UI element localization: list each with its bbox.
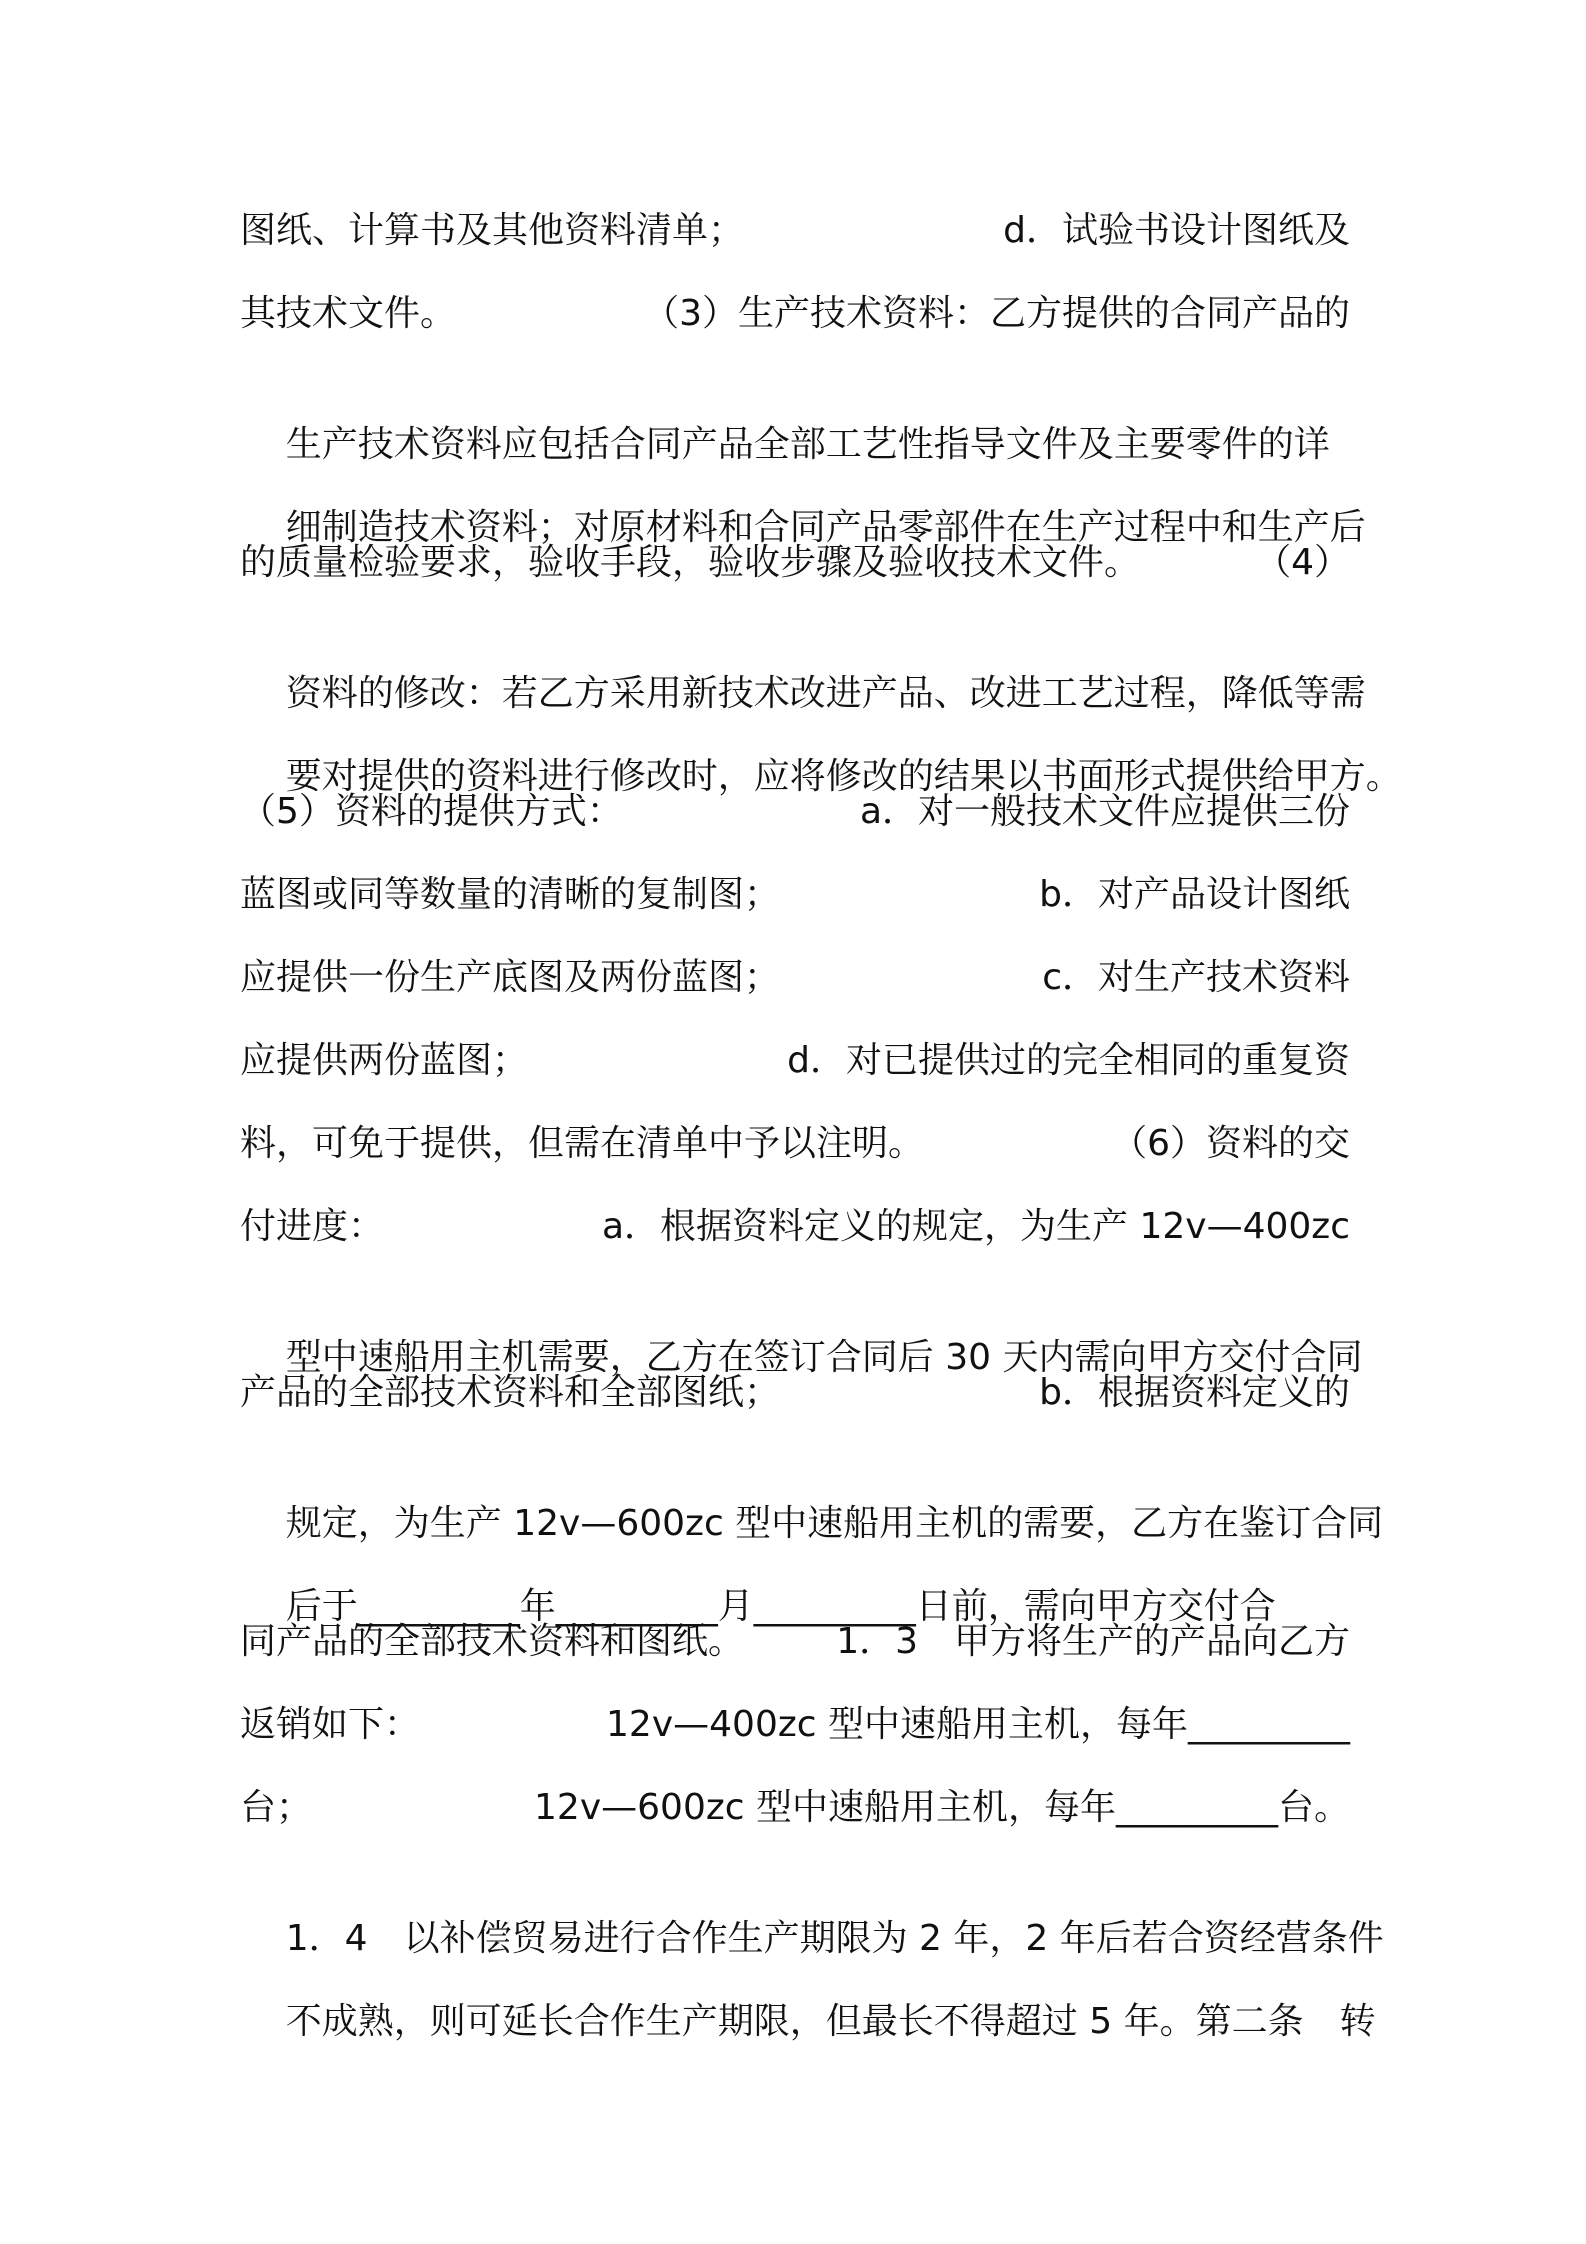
text-line — [240, 207, 1350, 255]
line-text-right: d．试验书设计图纸及 — [1003, 210, 1350, 251]
line-text-left: 料，可免于提供，但需在清单中予以注明。 — [240, 1123, 925, 1164]
line-text-right: d．对已提供过的完全相同的重复资 — [787, 1040, 1350, 1081]
line-text: 不成熟，则可延长合作生产期限，但最长不得超过 5 年。第二条 转 — [285, 2001, 1376, 2042]
line-text-right: c．对生产技术资料 — [1042, 957, 1350, 998]
line-text-left: 返销如下： — [240, 1704, 421, 1745]
text-line — [240, 1369, 1350, 1417]
line-text-right: 12v—400zc 型中速船用主机，每年_________ — [606, 1704, 1350, 1745]
line-text: 规定，为生产 12v—600zc 型中速船用主机的需要，乙方在鉴订合同 — [285, 1503, 1384, 1544]
line-text-right: 1．3 甲方将生产的产品向乙方 — [836, 1621, 1350, 1662]
line-text: 型中速船用主机需要，乙方在签订合同后 30 天内需向甲方交付合同 — [285, 1337, 1363, 1378]
line-text-right: a．根据资料定义的规定，为生产 12v—400zc — [601, 1206, 1350, 1247]
text-line — [240, 1784, 1350, 1832]
line-text-right: （4） — [1255, 542, 1350, 583]
line-text: 后于_________年_________月_________日前，需向甲方交付合 — [285, 1586, 1276, 1627]
line-text-right: （3）生产技术资料：乙方提供的合同产品的 — [643, 293, 1350, 334]
text-line — [240, 1203, 1350, 1251]
text-line — [240, 539, 1350, 587]
line-text-right: b．根据资料定义的 — [1039, 1372, 1350, 1413]
text-line — [240, 1037, 1350, 1085]
line-text-left: 应提供一份生产底图及两份蓝图； — [240, 957, 781, 998]
line-text-left: 同产品的全部技术资料和图纸。 — [240, 1621, 745, 1662]
line-text-left: 产品的全部技术资料和全部图纸； — [240, 1372, 781, 1413]
text-line — [240, 1701, 1350, 1749]
line-text: 细制造技术资料；对原材料和合同产品零部件在生产过程中和生产后 — [285, 507, 1366, 548]
line-text-right: b．对产品设计图纸 — [1039, 874, 1350, 915]
line-text-left: 付进度： — [240, 1206, 385, 1247]
line-text-right: 12v—600zc 型中速船用主机，每年_________台。 — [534, 1787, 1350, 1828]
text-line — [240, 290, 1350, 338]
line-text: 1．4 以补偿贸易进行合作生产期限为 2 年，2 年后若合资经营条件 — [285, 1918, 1384, 1959]
line-text-left: 图纸、计算书及其他资料清单； — [240, 210, 745, 251]
line-text-left: （5）资料的提供方式： — [240, 791, 623, 832]
text-line — [240, 1120, 1350, 1168]
line-text-left: 的质量检验要求，验收手段，验收步骤及验收技术文件。 — [240, 542, 1141, 583]
line-text-left: 其技术文件。 — [240, 293, 457, 334]
text-line — [240, 1618, 1350, 1666]
line-text-left: 台； — [240, 1787, 313, 1828]
line-text: 要对提供的资料进行修改时，应将修改的结果以书面形式提供给甲方。 — [285, 756, 1402, 797]
line-text-right: a．对一般技术文件应提供三份 — [859, 791, 1350, 832]
line-text: 资料的修改：若乙方采用新技术改进产品、改进工艺过程，降低等需 — [285, 673, 1366, 714]
line-text: 生产技术资料应包括合同产品全部工艺性指导文件及主要零件的详 — [285, 424, 1330, 465]
text-line — [240, 954, 1350, 1002]
line-text-left: 蓝图或同等数量的清晰的复制图； — [240, 874, 781, 915]
line-text-left: 应提供两份蓝图； — [240, 1040, 529, 1081]
text-line — [240, 1950, 1376, 2094]
line-text-right: （6）资料的交 — [1111, 1123, 1350, 1164]
text-line — [240, 788, 1350, 836]
text-line — [240, 871, 1350, 919]
